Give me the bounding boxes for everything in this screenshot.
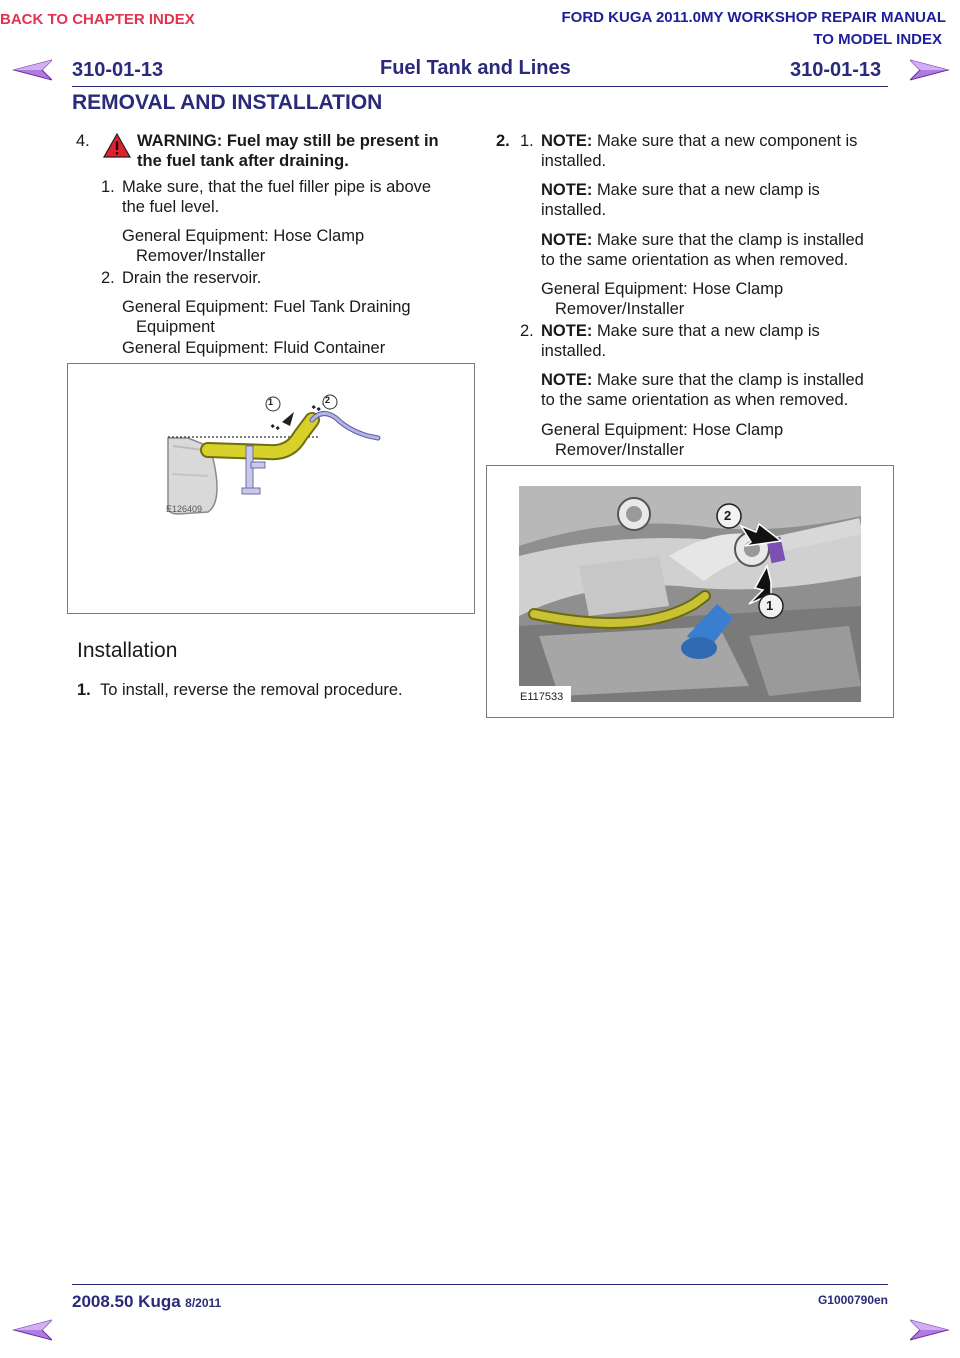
general-equipment-2-cont: Equipment: [136, 318, 215, 336]
section-code-left: 310-01-13: [72, 59, 164, 81]
bottom-previous-page-arrow-icon[interactable]: [12, 1318, 52, 1342]
callout-2-label: 2: [325, 395, 331, 405]
note-1-cont: installed.: [541, 152, 607, 170]
note-4-cont: installed.: [541, 342, 607, 360]
note-2: [541, 180, 820, 200]
install-step-1-number: 1.: [77, 681, 91, 699]
substep-1-number: 1.: [101, 178, 115, 196]
step-2-sub2-number: 2.: [520, 322, 534, 340]
note-1-label: NOTE:: [541, 132, 593, 150]
right-general-equipment-2-cont: Remover/Installer: [555, 441, 685, 459]
note-2-cont: installed.: [541, 201, 607, 219]
installation-heading: Installation: [77, 639, 178, 662]
note-5-cont: to the same orientation as when removed.: [541, 391, 849, 409]
right-general-equipment-1: General Equipment: Hose Clamp: [541, 280, 784, 298]
note-4-text: Make sure that a new clamp is: [596, 322, 820, 340]
warning-text-cont: the fuel tank after draining.: [137, 152, 349, 170]
substep-2-number: 2.: [101, 269, 115, 287]
footer-model: [72, 1292, 221, 1312]
note-2-text: Make sure that a new clamp is: [596, 181, 820, 199]
note-5-label: NOTE:: [541, 371, 593, 389]
next-page-arrow-icon[interactable]: [910, 58, 950, 82]
note-1-text: Make sure that a new component is: [596, 132, 858, 150]
substep-1-text: Make sure, that the fuel filler pipe is above: [122, 178, 432, 196]
note-4-label: NOTE:: [541, 322, 593, 340]
warning-triangle-icon: [103, 133, 131, 158]
page-title: Fuel Tank and Lines: [380, 57, 571, 79]
note-3-cont: to the same orientation as when removed.: [541, 251, 849, 269]
note-3-text: Make sure that the clamp is installed: [596, 231, 864, 249]
step-2-number: 2.: [496, 132, 510, 150]
note-5: [541, 370, 864, 390]
callout-1-label: 1: [268, 397, 274, 407]
note-4: [541, 321, 820, 341]
footer-model-name: 2008.50 Kuga: [72, 1292, 181, 1311]
note-3: [541, 230, 864, 250]
step-4-number: 4.: [76, 132, 90, 150]
substep-2-text: Drain the reservoir.: [122, 269, 262, 287]
to-model-index-link[interactable]: TO MODEL INDEX: [813, 31, 942, 48]
underbody-photo: [519, 486, 861, 702]
section-code-right: 310-01-13: [790, 59, 882, 81]
figure-code: E126409: [166, 504, 203, 514]
note-1: [541, 131, 857, 151]
manual-title-link[interactable]: FORD KUGA 2011.0MY WORKSHOP REPAIR MANUAL: [561, 9, 946, 26]
photo-callout-2-label: 2: [724, 508, 732, 523]
footer-rule: [72, 1284, 888, 1285]
photo-figure-code: E117533: [520, 691, 564, 703]
step-2-sub1-number: 1.: [520, 132, 534, 150]
general-equipment-1-cont: Remover/Installer: [136, 247, 266, 265]
footer-date: 8/2011: [185, 1296, 222, 1310]
warning-text: WARNING: Fuel may still be present in: [137, 132, 439, 150]
substep-1-text-cont: the fuel level.: [122, 198, 220, 216]
right-general-equipment-1-cont: Remover/Installer: [555, 300, 685, 318]
figure-hose-clamp-photo: [486, 465, 894, 718]
photo-callout-1-label: 1: [766, 598, 774, 613]
right-general-equipment-2: General Equipment: Hose Clamp: [541, 421, 784, 439]
note-3-label: NOTE:: [541, 231, 593, 249]
back-to-chapter-index-link[interactable]: BACK TO CHAPTER INDEX: [0, 11, 195, 28]
general-equipment-2: General Equipment: Fuel Tank Draining: [122, 298, 411, 316]
note-5-text: Make sure that the clamp is installed: [596, 371, 864, 389]
section-heading: REMOVAL AND INSTALLATION: [72, 91, 383, 114]
header-rule: [72, 86, 888, 87]
general-equipment-1: General Equipment: Hose Clamp: [122, 227, 365, 245]
install-step-1-text: To install, reverse the removal procedure.: [100, 681, 403, 699]
footer-doc-code: G1000790en: [817, 1293, 888, 1307]
figure-fuel-tank-drain: [67, 363, 475, 614]
general-equipment-3: General Equipment: Fluid Container: [122, 339, 386, 357]
note-2-label: NOTE:: [541, 181, 593, 199]
previous-page-arrow-icon[interactable]: [12, 58, 52, 82]
bottom-next-page-arrow-icon[interactable]: [910, 1318, 950, 1342]
